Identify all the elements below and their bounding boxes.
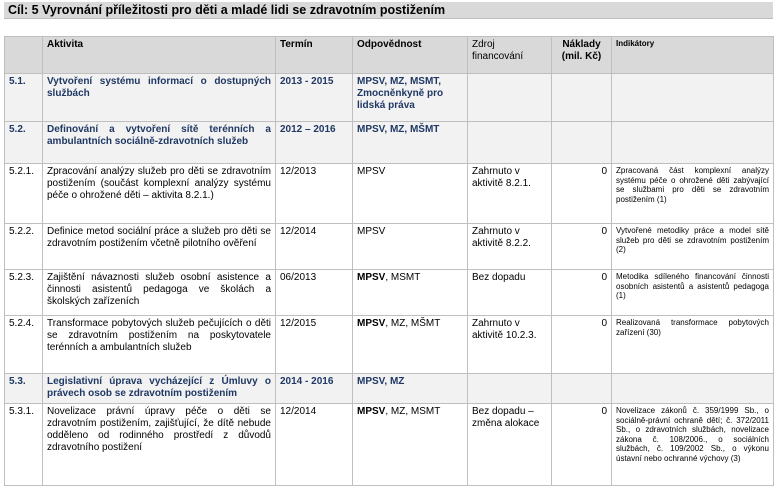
table-row: [5, 316, 774, 374]
row-source: [468, 122, 552, 164]
row-activity: Novelizace právní úpravy péče o děti se zdravotním postižením, zajišťující, že dítě nebude odděleno od rodinného prostředí z důvodů zdravotního postižení: [43, 404, 276, 486]
row-cost: [552, 74, 612, 122]
row-term: 12/2014: [276, 224, 353, 270]
row-indicators: Vytvořené metodiky práce a model sítě služeb pro děti se zdravotním postižením (2): [612, 224, 774, 270]
row-cost: [552, 374, 612, 404]
row-id: 5.2.1.: [5, 164, 43, 224]
row-responsible-rest: MPSV, MZ, MSMT, Zmocněnkyně pro lidská práva: [357, 76, 444, 111]
row-indicators: [612, 122, 774, 164]
row-term: 12/2015: [276, 316, 353, 374]
row-term: 06/2013: [276, 270, 353, 316]
table-row: [5, 74, 774, 122]
row-cost: 0: [552, 404, 612, 486]
row-responsible-rest: , MSMT: [385, 272, 421, 283]
goal-title: Cíl: 5 Vyrovnání příležitosti pro děti a mladé lidi se zdravotním postižením: [4, 2, 773, 19]
row-source: Zahrnuto v aktivitě 10.2.3.: [468, 316, 552, 374]
row-responsible: [353, 224, 468, 270]
row-activity: Vytvoření systému informací o dostupných službách: [43, 74, 276, 122]
row-indicators: Novelizace zákonů č. 359/1999 Sb., o sociálně-právní ochraně dětí; č. 372/2011 Sb., o zdravotních službách, novelizace zákona č. 108/2006., o sociálních službách, č. 109/2002 Sb., o výkonu ústavní nebo ochranné výchovy (3): [612, 404, 774, 486]
table-row: [5, 122, 774, 164]
row-responsible-lead: MPSV: [357, 318, 386, 329]
row-responsible-rest: MPSV: [357, 226, 386, 237]
row-id: 5.2.: [5, 122, 43, 164]
header-indicators: Indikátory: [612, 37, 774, 74]
row-cost: 0: [552, 164, 612, 224]
row-responsible: [353, 122, 468, 164]
row-indicators: Metodika sdíleného financování činnosti osobních asistentů a asistentů pedagoga (1): [612, 270, 774, 316]
row-indicators: [612, 74, 774, 122]
table-row: [5, 404, 774, 486]
header-responsible: Odpovědnost: [353, 37, 468, 74]
row-responsible: [353, 316, 468, 374]
row-source: Zahrnuto v aktivitě 8.2.1.: [468, 164, 552, 224]
row-term: 12/2013: [276, 164, 353, 224]
table-row: [5, 164, 774, 224]
row-responsible: [353, 164, 468, 224]
row-activity: Legislativní úprava vycházející z Úmluvy o právech osob se zdravotním postižením: [43, 374, 276, 404]
header-source: Zdroj financování: [468, 37, 552, 74]
table-row: [5, 224, 774, 270]
header-activity: Aktivita: [43, 37, 276, 74]
row-indicators: Realizovaná transformace pobytových zařízení (30): [612, 316, 774, 374]
row-responsible-rest: , MZ, MŠMT: [385, 318, 441, 329]
row-indicators: [612, 374, 774, 404]
header-cost: Náklady (mil. Kč): [552, 37, 612, 74]
row-responsible-rest: MPSV, MZ, MŠMT: [357, 124, 440, 135]
row-term: 2012 – 2016: [276, 122, 353, 164]
action-plan-table: [4, 36, 774, 486]
row-responsible: [353, 404, 468, 486]
row-responsible-lead: MPSV: [357, 272, 386, 283]
row-source: [468, 374, 552, 404]
row-responsible: [353, 374, 468, 404]
row-indicators: Zpracovaná část komplexní analýzy systému péče o ohrožené děti zabývající se službami pro děti se zdravotním postižením (1): [612, 164, 774, 224]
row-term: 12/2014: [276, 404, 353, 486]
row-id: 5.3.: [5, 374, 43, 404]
header-id: [5, 37, 43, 74]
row-id: 5.1.: [5, 74, 43, 122]
row-source: [468, 74, 552, 122]
row-activity: Zajištění návaznosti služeb osobní asistence a činnosti asistentů pedagoga ve školách a školských zařízeních: [43, 270, 276, 316]
row-responsible: [353, 74, 468, 122]
row-id: 5.2.2.: [5, 224, 43, 270]
row-cost: [552, 122, 612, 164]
row-activity: Transformace pobytových služeb pečujících o děti se zdravotním postižením na poskytovatele terénních a ambulantních služeb: [43, 316, 276, 374]
header-term: Termín: [276, 37, 353, 74]
row-responsible-rest: MPSV: [357, 166, 386, 177]
row-term: 2013 - 2015: [276, 74, 353, 122]
row-cost: 0: [552, 270, 612, 316]
row-source: Bez dopadu: [468, 270, 552, 316]
row-id: 5.3.1.: [5, 404, 43, 486]
table-row: [5, 270, 774, 316]
row-source: Bez dopadu – změna alokace: [468, 404, 552, 486]
row-responsible-rest: , MZ, MSMT: [385, 406, 441, 417]
row-activity: Definování a vytvoření sítě terénních a ambulantních sociálně-zdravotních služeb: [43, 122, 276, 164]
row-id: 5.2.4.: [5, 316, 43, 374]
row-term: 2014 - 2016: [276, 374, 353, 404]
row-responsible-lead: MPSV: [357, 406, 386, 417]
row-activity: Definice metod sociální práce a služeb pro děti se zdravotním postižením včetně pilotního ověření: [43, 224, 276, 270]
row-responsible: [353, 270, 468, 316]
row-source: Zahrnuto v aktivitě 8.2.2.: [468, 224, 552, 270]
table-row: [5, 374, 774, 404]
row-responsible-rest: MPSV, MZ: [357, 376, 405, 387]
header-row: [5, 37, 774, 74]
row-activity: Zpracování analýzy služeb pro děti se zdravotním postižením (součást komplexní analýzy systému péče o ohrožené děti – aktivita 8.2.1.): [43, 164, 276, 224]
row-cost: 0: [552, 224, 612, 270]
row-cost: 0: [552, 316, 612, 374]
row-id: 5.2.3.: [5, 270, 43, 316]
